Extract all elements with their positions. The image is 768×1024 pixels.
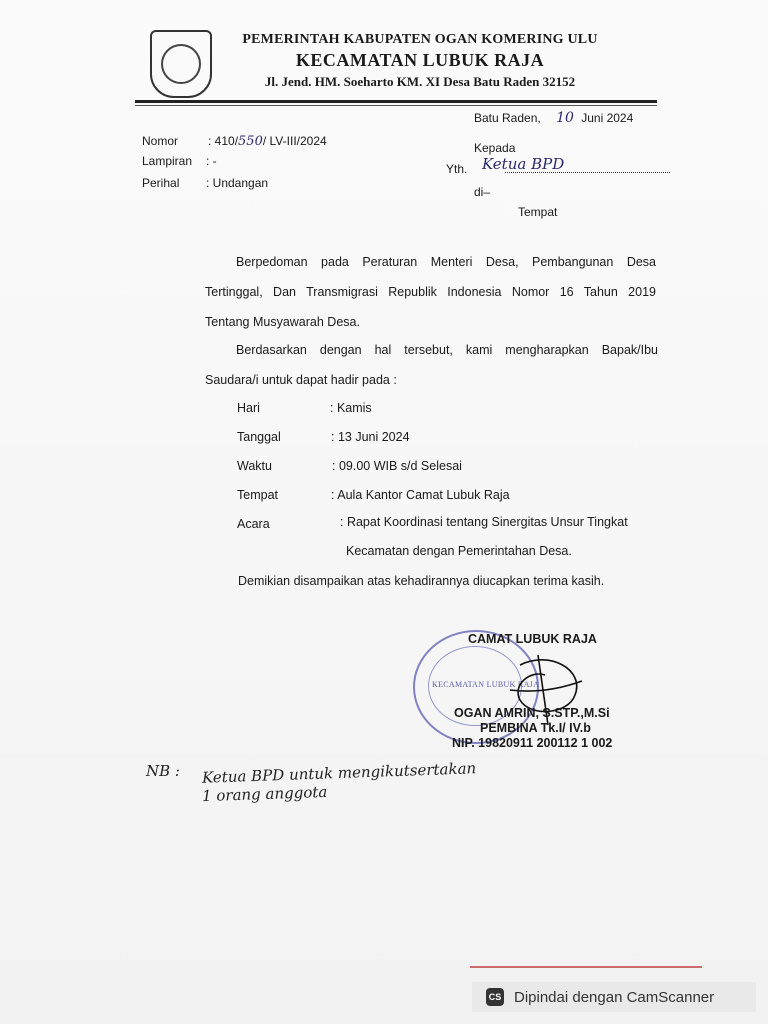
signatory-title: CAMAT LUBUK RAJA	[468, 632, 597, 646]
date-place: Batu Raden,	[474, 111, 541, 125]
signatory-rank: PEMBINA Tk.I/ IV.b	[480, 721, 591, 735]
paragraph1-line3: Tentang Musyawarah Desa.	[205, 315, 360, 329]
note-label: NB :	[146, 762, 180, 780]
letterhead-address: Jl. Jend. HM. Soeharto KM. XI Desa Batu Raden 32152	[264, 74, 576, 89]
date-month-year: Juni 2024	[581, 111, 634, 125]
nomor-handwritten: 550	[238, 134, 263, 149]
stamp-text: KECAMATAN LUBUK RAJA	[432, 680, 540, 689]
perihal-value: : Undangan	[206, 176, 269, 190]
di-label: di–	[474, 185, 491, 199]
detail-acara-value-line2: Kecamatan dengan Pemerintahan Desa.	[346, 544, 572, 558]
page-bottom-line	[470, 966, 702, 968]
detail-tanggal-label: Tanggal	[237, 430, 281, 444]
letterhead	[215, 32, 625, 90]
letterhead-line1: PEMERINTAH KABUPATEN OGAN KOMERING ULU	[242, 32, 598, 47]
camscanner-logo-icon: CS	[486, 988, 504, 1006]
lampiran-label: Lampiran	[142, 154, 193, 168]
yth-label: Yth.	[446, 162, 468, 176]
nomor-label: Nomor	[142, 134, 179, 148]
letterhead-rule	[135, 100, 657, 103]
detail-tempat-label: Tempat	[237, 488, 278, 502]
detail-tempat-value: : Aula Kantor Camat Lubuk Raja	[331, 488, 510, 502]
detail-waktu-value: : 09.00 WIB s/d Selesai	[332, 459, 462, 473]
detail-hari-label: Hari	[237, 401, 260, 415]
recipient-handwritten: Ketua BPD	[482, 155, 565, 173]
date-day: 10	[556, 110, 574, 126]
detail-tanggal-value: : 13 Juni 2024	[331, 430, 410, 444]
camscanner-text: Dipindai dengan CamScanner	[514, 988, 715, 1006]
nomor-value	[208, 134, 327, 149]
lampiran-value: : -	[206, 154, 217, 168]
letterhead-line2: KECAMATAN LUBUK RAJA	[295, 50, 545, 70]
nomor-suffix: / LV-III/2024	[262, 134, 327, 148]
paragraph2-line2: Saudara/i untuk dapat hadir pada :	[205, 373, 397, 387]
detail-acara-label: Acara	[237, 517, 270, 531]
paragraph2-line1: Berdasarkan dengan hal tersebut, kami mengharapkan Bapak/Ibu	[236, 343, 658, 357]
kepada-label: Kepada	[474, 141, 516, 155]
camscanner-watermark	[472, 982, 756, 1012]
paragraph1-line1: Berpedoman pada Peraturan Menteri Desa, Pembangunan Desa	[236, 255, 656, 269]
detail-acara-value: : Rapat Koordinasi tentang Sinergitas Unsur Tingkat	[340, 515, 628, 529]
recipient-dotted-line	[505, 172, 670, 173]
detail-hari-value: : Kamis	[330, 401, 372, 415]
note-line1: Ketua BPD untuk mengikutsertakan	[201, 759, 477, 787]
tempat-label: Tempat	[518, 205, 558, 219]
signatory-name: OGAN AMRIN, S.STP.,M.Si	[454, 706, 610, 720]
nomor-prefix: : 410/	[208, 134, 239, 148]
signatory-nip: NIP. 19820911 200112 1 002	[452, 736, 613, 750]
regency-emblem-icon	[150, 30, 212, 98]
note-line2: 1 orang anggota	[201, 782, 328, 806]
detail-waktu-label: Waktu	[237, 459, 272, 473]
letter-date	[474, 110, 633, 126]
perihal-label: Perihal	[142, 176, 180, 190]
paragraph1-line2: Tertinggal, Dan Transmigrasi Republik Indonesia Nomor 16 Tahun 2019	[205, 285, 656, 299]
letterhead-rule-thin	[135, 105, 657, 106]
closing-sentence: Demikian disampaikan atas kehadirannya diucapkan terima kasih.	[238, 574, 605, 588]
